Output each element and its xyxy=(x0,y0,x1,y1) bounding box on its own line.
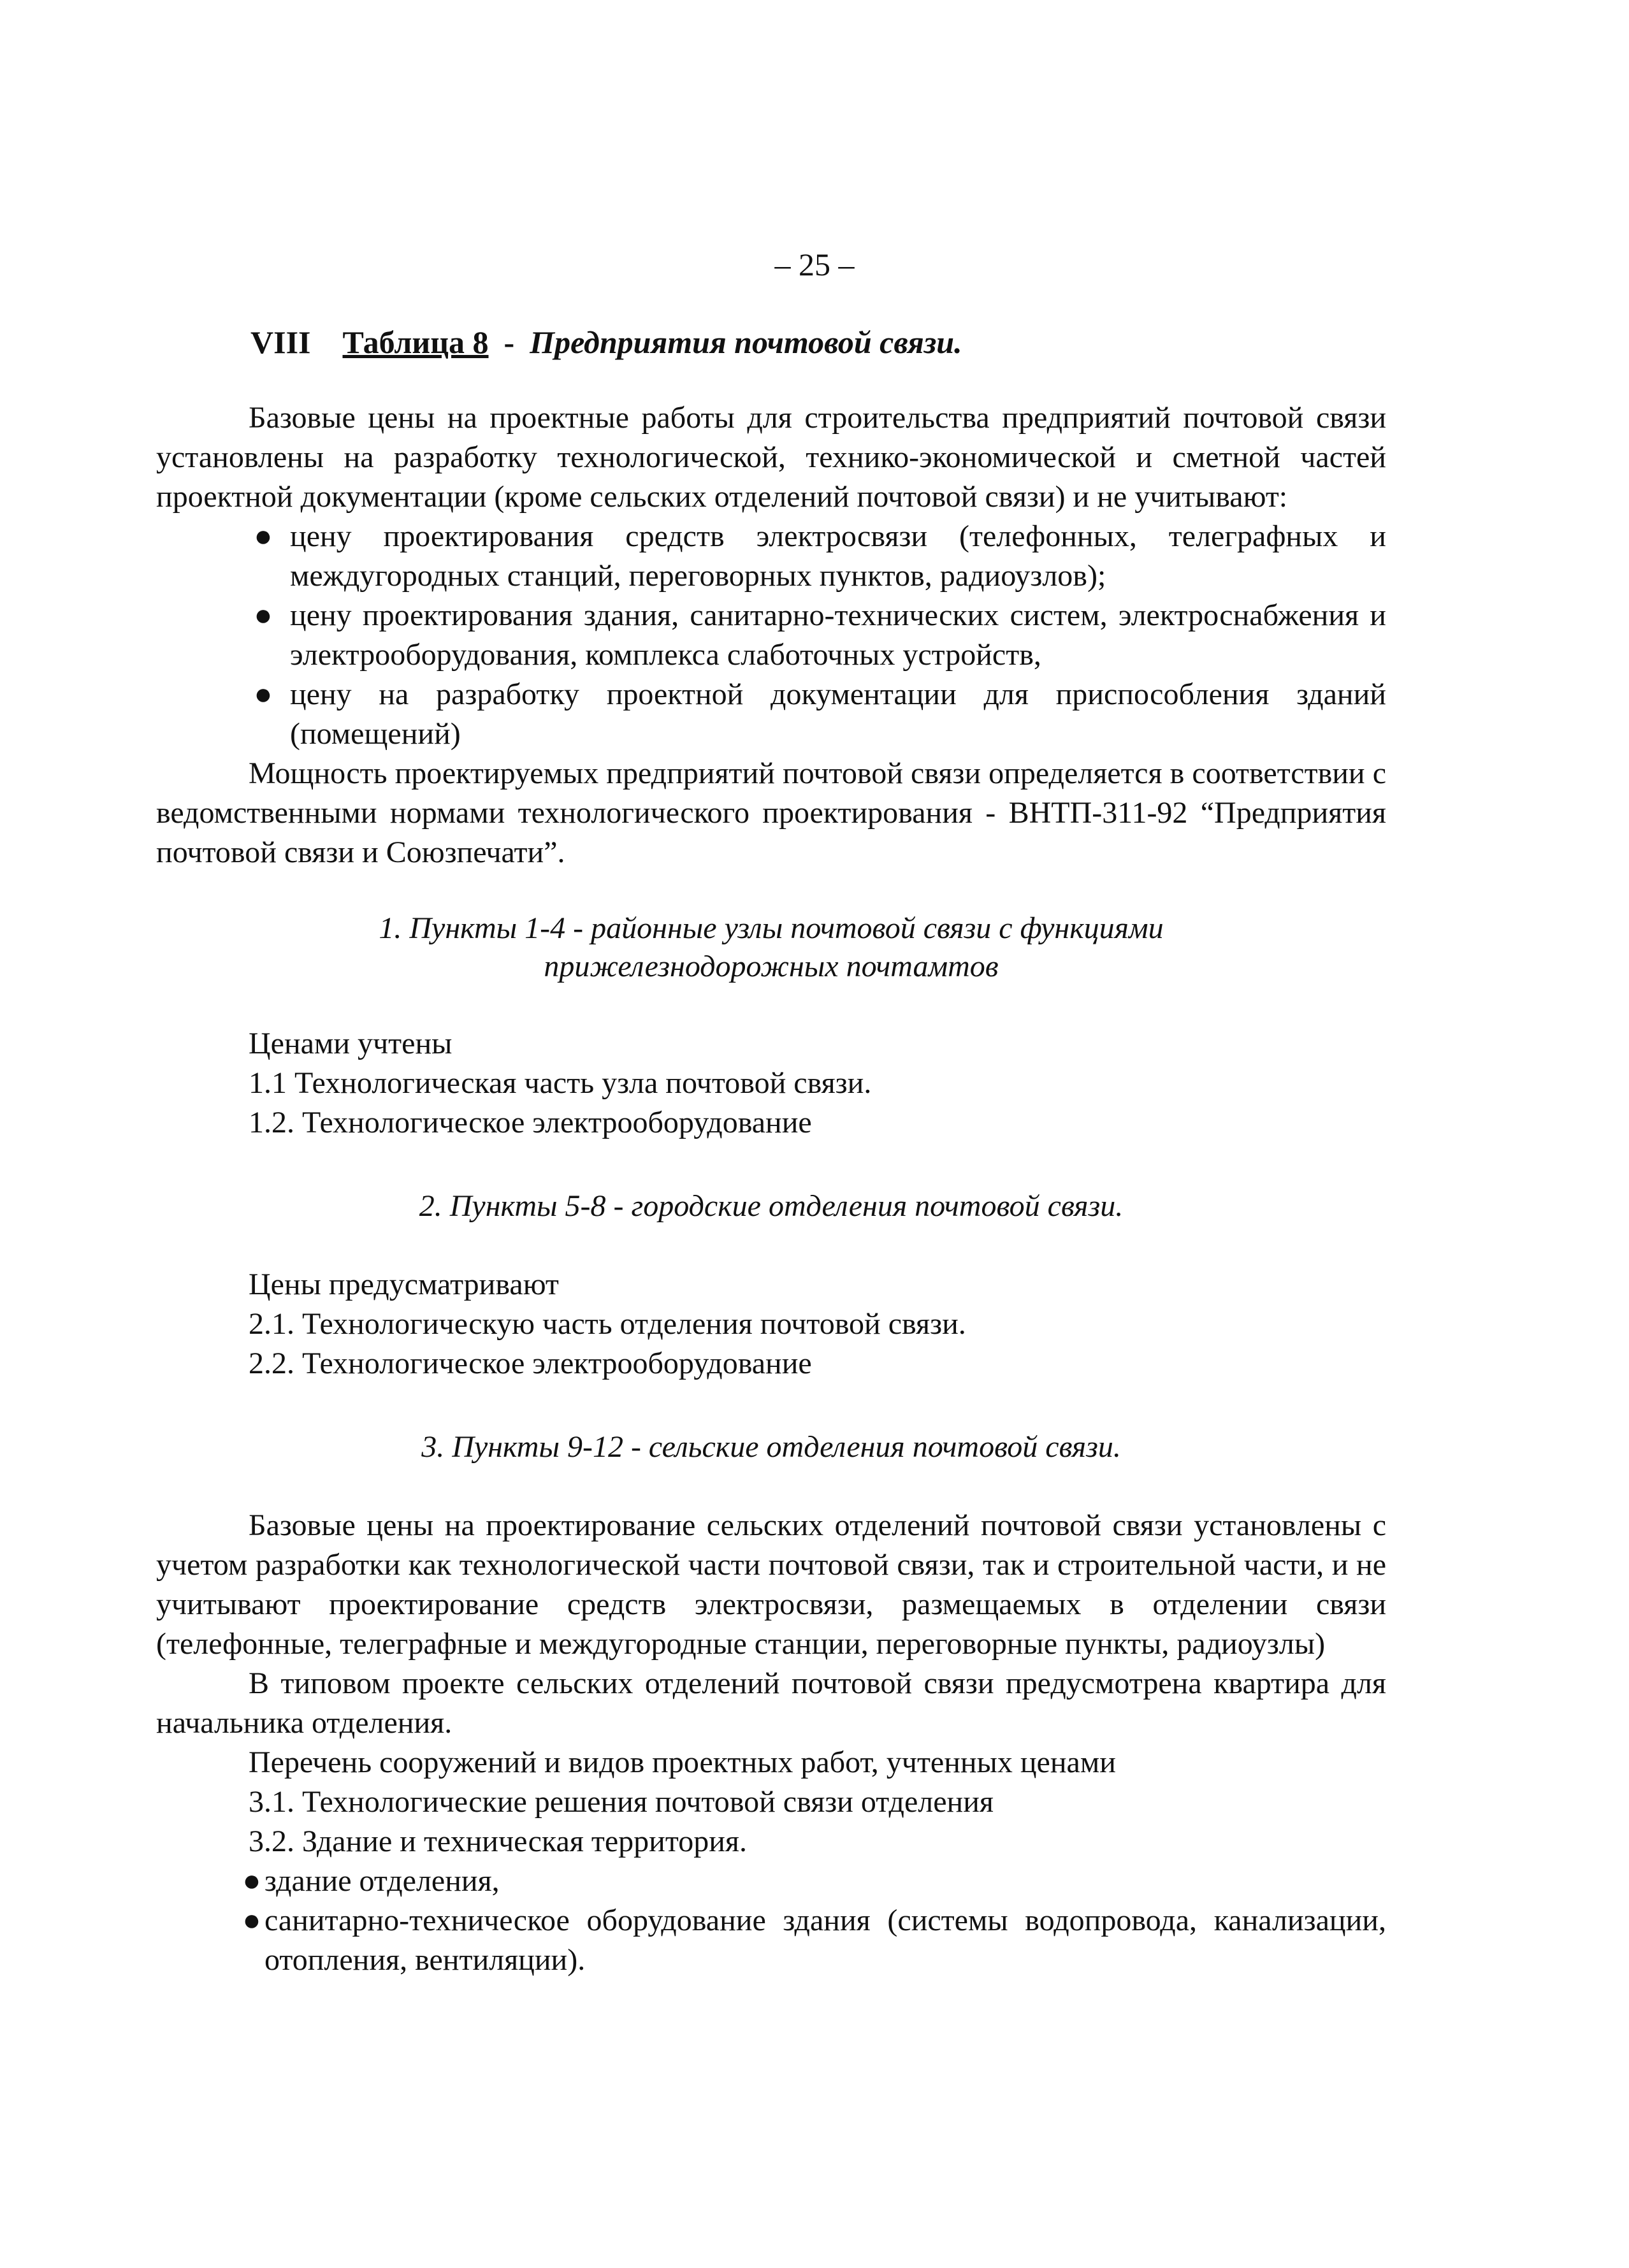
page-content xyxy=(156,322,1386,1980)
heading-title: Предприятия почтовой связи. xyxy=(530,324,962,360)
section2-list xyxy=(156,1265,1386,1383)
bullet-text: цену проектирования средств электросвязи (телефонных, телеграфных и междугородных станций, переговорных пунктов, радиоузлов); xyxy=(290,519,1386,593)
list-item: 3.2. Здание и техническая территория. xyxy=(249,1824,747,1858)
list-item: 2.2. Технологическое электрооборудование xyxy=(249,1347,812,1380)
list-item xyxy=(156,596,1386,675)
section-heading xyxy=(250,322,1386,363)
list-item xyxy=(156,1861,1386,1901)
section1-title xyxy=(156,909,1386,986)
section3-title: 3. Пункты 9-12 - сельские отделения почтовой связи. xyxy=(421,1430,1121,1464)
list-item xyxy=(156,675,1386,754)
bullet-text: цену проектирования здания, санитарно-технических систем, электроснабжения и электрооборудования, комплекса слаботочных устройств, xyxy=(290,598,1386,672)
bullet-text: цену на разработку проектной документации для приспособления зданий (помещений) xyxy=(290,677,1386,751)
intro-paragraph: Базовые цены на проектные работы для строительства предприятий почтовой связи установлены на разработку технологической, технико-экономической и сметной частей проектной документации (кроме сельских отделений почтовой связи) и не учитывают: xyxy=(156,401,1386,514)
heading-dash: - xyxy=(503,324,515,360)
list-item: 2.1. Технологическую часть отделения почтовой связи. xyxy=(249,1307,966,1341)
capacity-paragraph: Мощность проектируемых предприятий почтовой связи определяется в соответствии с ведомственными нормами технологического проектирования - ВНТП-311-92 “Предприятия почтовой связи и Союзпечати”. xyxy=(156,756,1386,869)
bullet-icon: ● xyxy=(254,598,273,632)
bullet-icon: ● xyxy=(254,519,273,553)
bullet-icon: ● xyxy=(242,1903,261,1937)
section3-bullet-list xyxy=(156,1861,1386,1980)
bullet-text: здание отделения, xyxy=(264,1864,500,1898)
section3-lead: Перечень сооружений и видов проектных работ, учтенных ценами xyxy=(249,1745,1116,1779)
section2-lead: Цены предусматривают xyxy=(249,1268,559,1301)
list-item xyxy=(156,517,1386,596)
page-number: – 25 – xyxy=(774,247,855,282)
section1-list xyxy=(156,1024,1386,1143)
section1-title-line1: 1. Пункты 1-4 - районные узлы почтовой связи с функциями xyxy=(379,911,1164,945)
section1-lead: Ценами учтены xyxy=(249,1027,452,1060)
bullet-icon: ● xyxy=(242,1864,261,1898)
intro-bullet-list xyxy=(156,517,1386,754)
section1-title-line2: прижелезнодорожных почтамтов xyxy=(544,950,999,983)
heading-table-label: Таблица 8 xyxy=(342,324,489,360)
section2-title: 2. Пункты 5-8 - городские отделения почтовой связи. xyxy=(419,1189,1124,1223)
list-item: 1.1 Технологическая часть узла почтовой связи. xyxy=(249,1066,872,1100)
section3-list xyxy=(156,1743,1386,1861)
list-item xyxy=(156,1901,1386,1980)
bullet-text: санитарно-техническое оборудование здания (системы водопровода, канализации, отопления, вентиляции). xyxy=(264,1903,1386,1977)
section3-paragraph2: В типовом проекте сельских отделений почтовой связи предусмотрена квартира для начальника отделения. xyxy=(156,1666,1386,1740)
section3-paragraph1: Базовые цены на проектирование сельских отделений почтовой связи установлены с учетом разработки как технологической части почтовой связи, так и строительной части, и не учитывают проектирование средств электросвязи, размещаемых в отделении связи (телефонные, телеграфные и междугородные станции, переговорные пункты, радиоузлы) xyxy=(156,1508,1386,1661)
bullet-icon: ● xyxy=(254,677,273,711)
list-item: 3.1. Технологические решения почтовой связи отделения xyxy=(249,1785,994,1819)
list-item: 1.2. Технологическое электрооборудование xyxy=(249,1106,812,1139)
heading-roman-numeral: VIII xyxy=(250,324,311,360)
